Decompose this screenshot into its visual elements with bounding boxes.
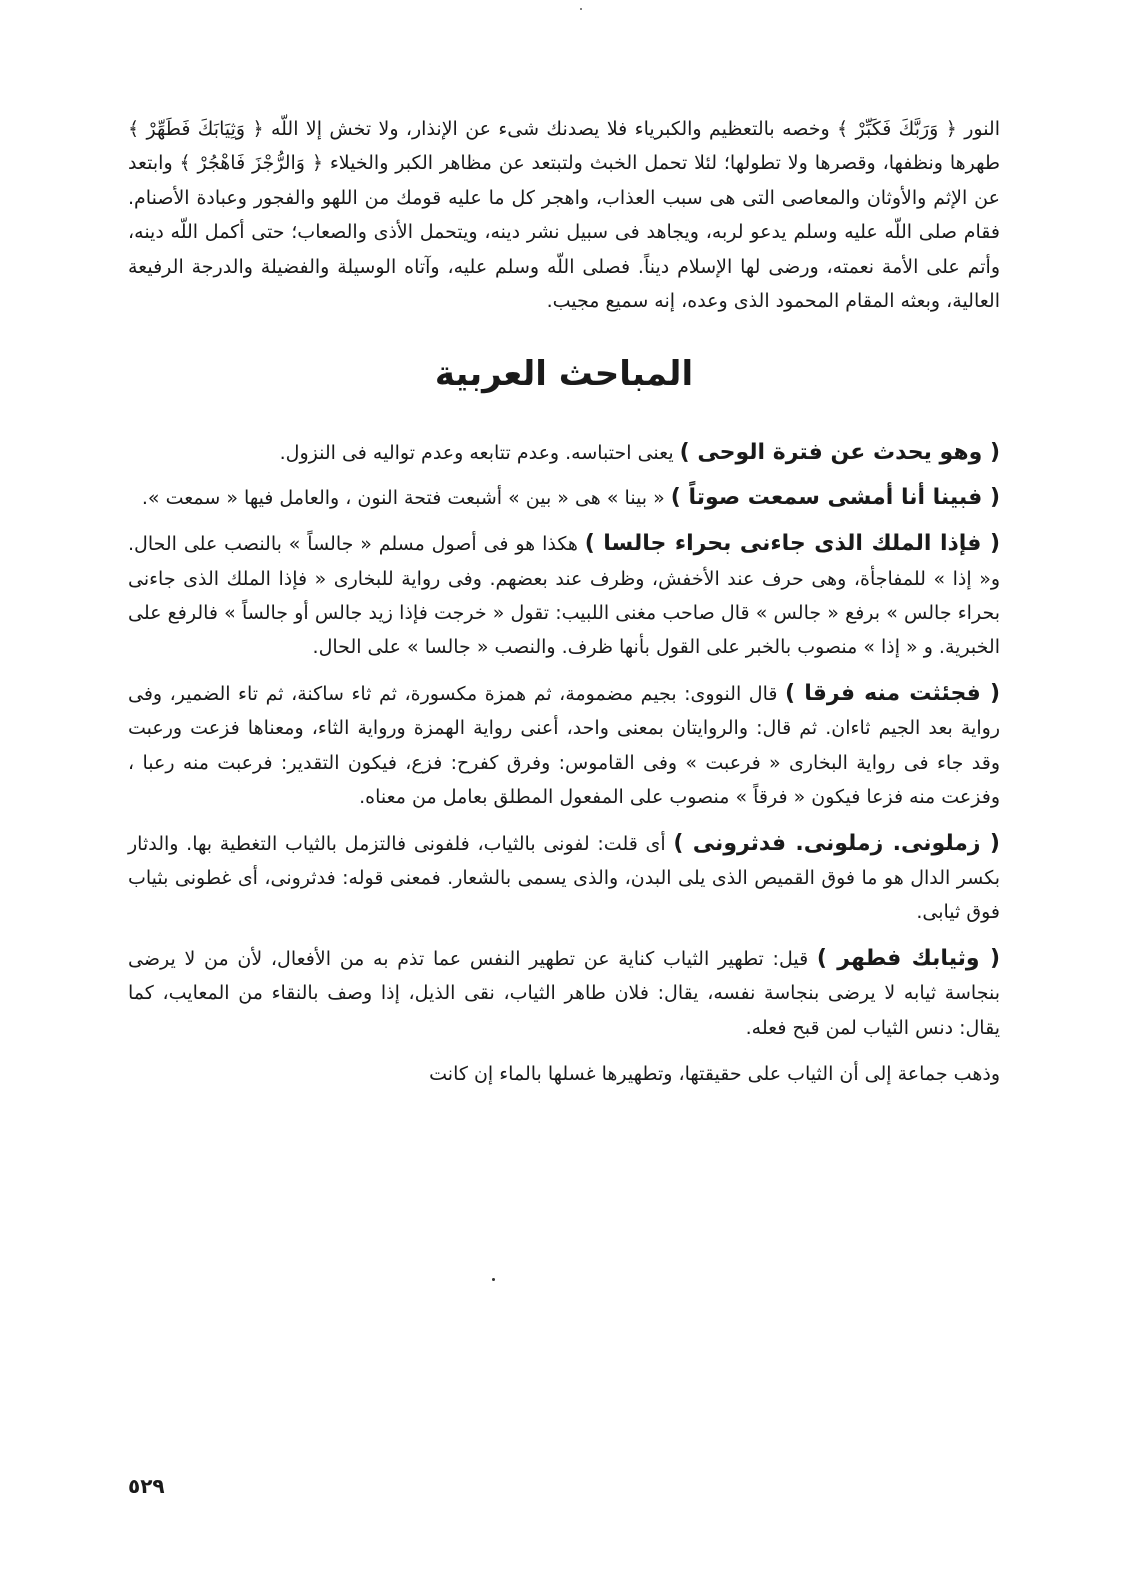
entry-text: قيل: تطهير الثياب كناية عن تطهير النفس عما تذم به من الأفعال، لأن من لا يرضى بنجاسة ثيابه لا يرضى بنجاسة نفسه، يقال: فلان طاهر الثياب، نقى الذيل، إذا وصف بالنقاء من المعايب، كما يقال: دنس الثياب لمن قبح فعله. <box>128 947 1000 1039</box>
entry-lemma: ( فإذا الملك الذى جاءنى بحراء جالسا ) <box>584 531 1001 557</box>
entry-paragraph <box>128 942 1000 1045</box>
stray-dot <box>492 1278 495 1281</box>
entry-lemma: ( وثيابك فطهر ) <box>816 945 1001 971</box>
entry-text: أى قلت: لفونى بالثياب، فلفونى فالتزمل بالثياب التغطية بها. والدثار بكسر الدال هو ما فوق القميص الذى يلى البدن، والذى يسمى بالشعار. فمعنى قوله: فدثرونى، أى غطونى بثياب فوق ثيابى. <box>128 832 1000 924</box>
entry-lemma: ( وهو يحدث عن فترة الوحى ) <box>679 440 1000 466</box>
entry-text: قال النووى: بجيم مضمومة، ثم همزة مكسورة، ثم ثاء ساكنة، ثم تاء الضمير، وفى رواية بعد الجيم ثاءان. ثم قال: والروايتان بمعنى واحد، أعنى رواية الهمزة ورواية الثاء، ومعناها فزعت ورعبت وقد جاء فى رواية البخارى « فرعبت » وفى القاموس: وفرق كفرح: فزع، فيكون التقدير: فرعبت منه رعبا ، وفزعت منه فزعا فيكون « فرقاً » منصوب على المفعول المطلق بعامل من معناه. <box>128 682 1000 809</box>
section-title: المباحث العربية <box>434 354 694 395</box>
entry-text: يعنى احتباسه. وعدم تتابعه وعدم تواليه فى النزول. <box>279 442 674 465</box>
entry-paragraph <box>128 481 1000 515</box>
entry-lemma: ( فبينا أنا أمشى سمعت صوتاً ) <box>670 484 1000 510</box>
closing-line: وذهب جماعة إلى أن الثياب على حقيقتها، وتطهيرها غسلها بالماء إن كانت <box>429 1062 1000 1085</box>
entry-lemma: ( فجئثت منه فرقا ) <box>785 680 1001 706</box>
entry-text: هكذا هو فى أصول مسلم « جالساً » بالنصب على الحال. و« إذا » للمفاجأة، وهى حرف عند الأخفش، وظرف عند بعضهم. وفى رواية للبخارى « فإذا الملك الذى جاءنى بحراء جالس » برفع « جالس » قال صاحب مغنى اللبيب: تقول « خرجت فإذا زيد جالس أو جالساً » فالرفع على الخبرية. و « إذا » منصوب بالخبر على القول بأنها ظرف. والنصب « جالسا » على الحال. <box>128 533 1000 659</box>
entry-lemma: ( زملونى. زملونى. فدثرونى ) <box>673 830 1000 856</box>
intro-paragraph: النور ﴿ وَرَبَّكَ فَكَبِّرْ ﴾ وخصه بالتعظيم والكبرياء فلا يصدنك شىء عن الإنذار، ولا تخش إلا اللّه ﴿ وَثِيَابَكَ فَطَهِّرْ ﴾ طهرها ونظفها، وقصرها ولا تطولها؛ لئلا تحمل الخبث ولتبتعد عن مظاهر الكبر والخيلاء ﴿ وَالرُّجْزَ فَاهْجُرْ ﴾ وابتعد عن الإثم والأوثان والمعاصى التى هى سبب العذاب، واهجر كل ما عليه قومك من اللهو والفجور وعبادة الأصنام. فقام صلى اللّه عليه وسلم يدعو لربه، ويجاهد فى سبيل نشر دينه، ويتحمل الأذى والصعاب؛ حتى أكمل اللّه دينه، وأتم على الأمة نعمته، ورضى لها الإسلام ديناً. فصلى اللّه وسلم عليه، وآتاه الوسيلة والفضيلة والدرجة الرفيعة العالية، وبعثه المقام المحمود الذى وعده، إنه سميع مجيب. <box>128 118 1000 313</box>
entry-paragraph <box>128 436 1000 470</box>
entry-paragraph <box>128 527 1000 665</box>
entry-text: « بينا » هى « بين » أشبعت فتحة النون ، والعامل فيها « سمعت ». <box>141 486 665 509</box>
top-margin-mark <box>580 8 582 10</box>
entry-paragraph <box>128 677 1000 815</box>
entry-paragraph <box>128 827 1000 930</box>
page-number: ٥٢٩ <box>128 1474 165 1498</box>
page-body <box>128 112 1000 1091</box>
